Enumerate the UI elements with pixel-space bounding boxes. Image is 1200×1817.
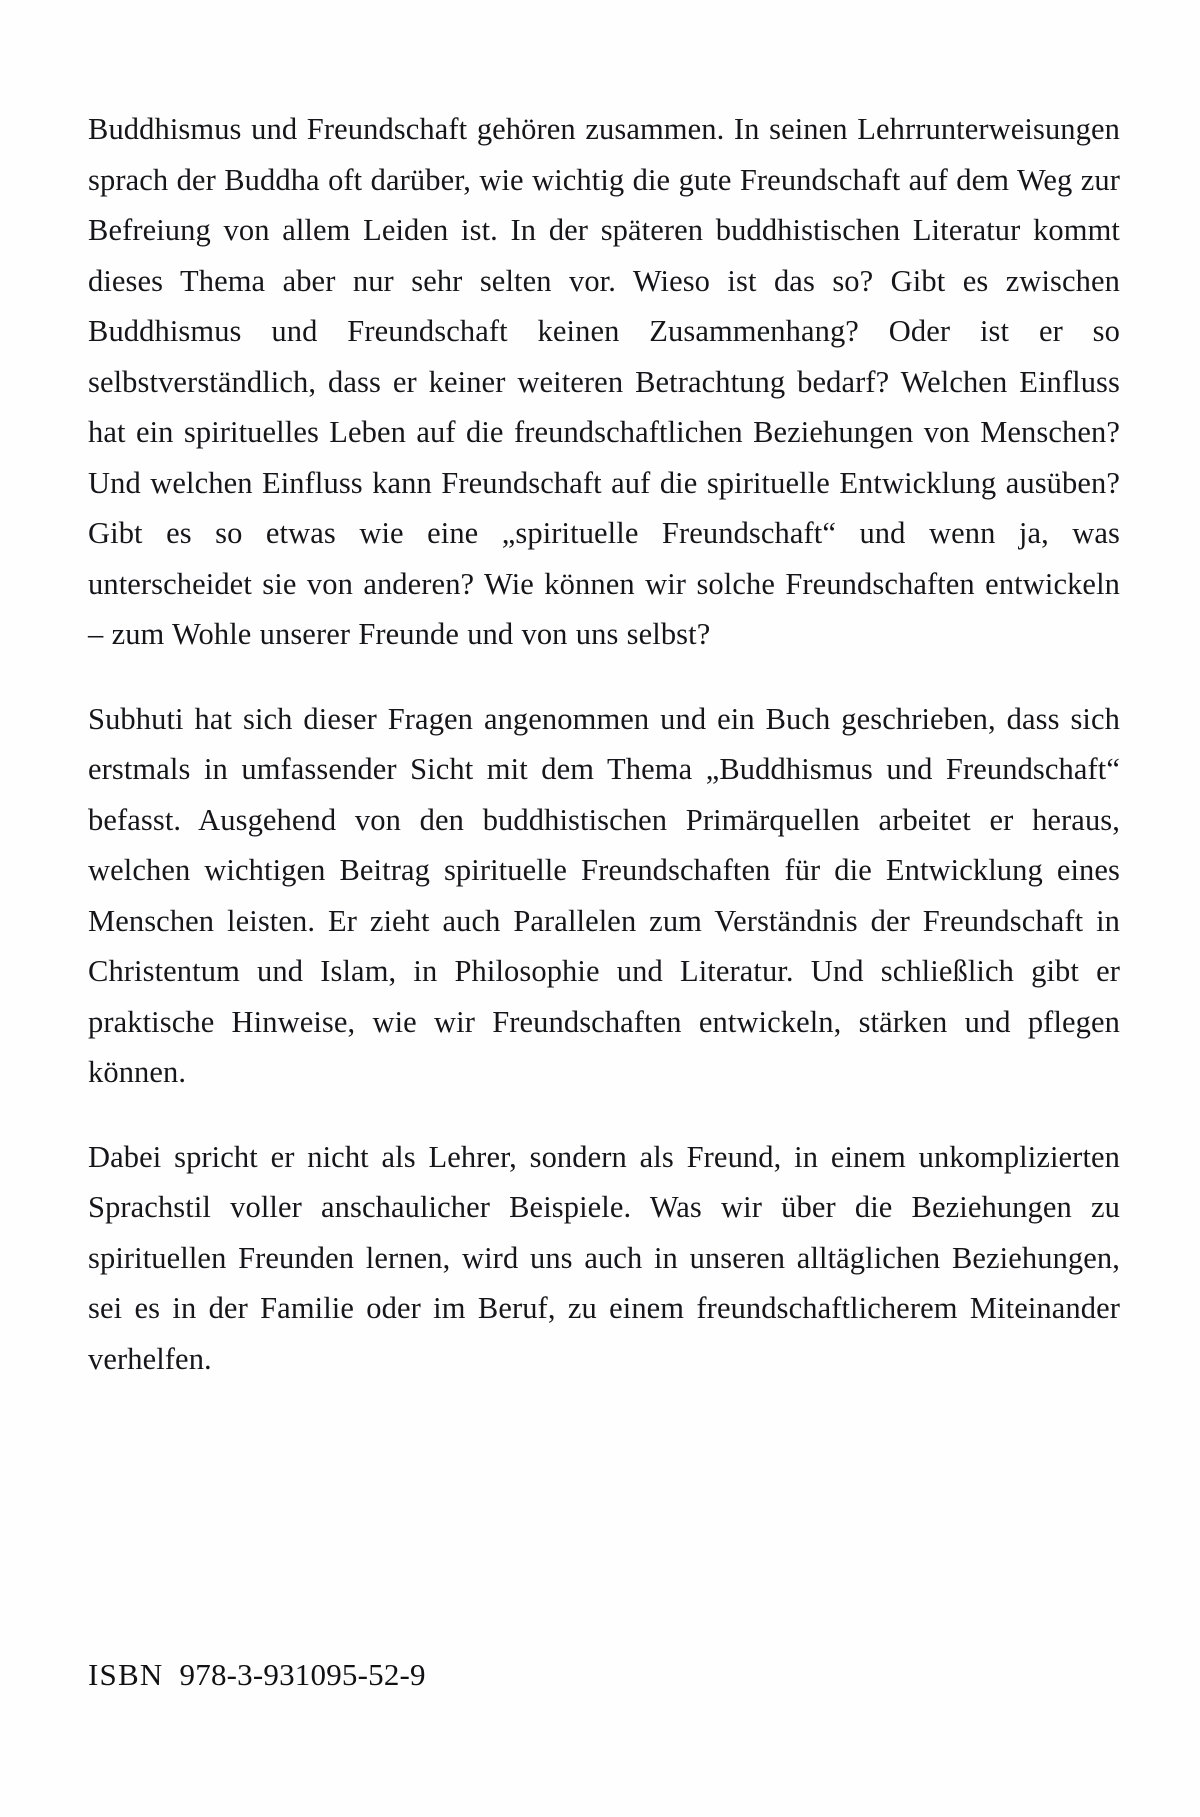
blurb-paragraph-2: Subhuti hat sich dieser Fragen angenommen und ein Buch geschrieben, dass sich erstmals in umfassender Sicht mit dem Thema „Buddhismus und Freundschaft“ befasst. Ausgehend von den buddhistischen Primärquellen arbeitet er heraus, welchen wichtigen Beitrag spirituelle Freundschaften für die Entwicklung eines Menschen leisten. Er zieht auch Parallelen zum Verständnis der Freundschaft in Christentum und Islam, in Philosophie und Literatur. Und schließlich gibt er praktische Hinweise, wie wir Freundschaften entwickeln, stärken und pflegen können. (88, 701, 1120, 1089)
blurb-paragraph-3: Dabei spricht er nicht als Lehrer, sondern als Freund, in einem unkomplizierten Sprachstil voller anschaulicher Beispiele. Was wir über die Beziehungen zu spirituellen Freunden lernen, wird uns auch in unseren alltäglichen Beziehungen, sei es in der Familie oder im Beruf, zu einem freundschaftlicherem Miteinander verhelfen. (88, 1139, 1120, 1376)
isbn-label: ISBN (88, 1657, 164, 1692)
blurb-text-column (88, 104, 1120, 1384)
isbn-spacer (163, 1657, 179, 1692)
isbn-number: 978-3-931095-52-9 (179, 1657, 426, 1692)
isbn-line (88, 1655, 426, 1695)
blurb-paragraph-1: Buddhismus und Freundschaft gehören zusammen. In seinen Lehrrunterweisungen sprach der Buddha oft darüber, wie wichtig die gute Freundschaft auf dem Weg zur Befreiung von allem Leiden ist. In der späteren buddhistischen Literatur kommt dieses Thema aber nur sehr selten vor. Wieso ist das so? Gibt es zwischen Buddhismus und Freundschaft keinen Zusammenhang? Oder ist er so selbstverständlich, dass er keiner weiteren Betrachtung bedarf? Welchen Einfluss hat ein spirituelles Leben auf die freundschaftlichen Beziehungen von Menschen? Und welchen Einfluss kann Freundschaft auf die spirituelle Entwicklung ausüben? Gibt es so etwas wie eine „spirituelle Freundschaft“ und wenn ja, was unterscheidet sie von anderen? Wie können wir solche Freundschaften entwickeln – zum Wohle unserer Freunde und von uns selbst? (88, 112, 1120, 651)
